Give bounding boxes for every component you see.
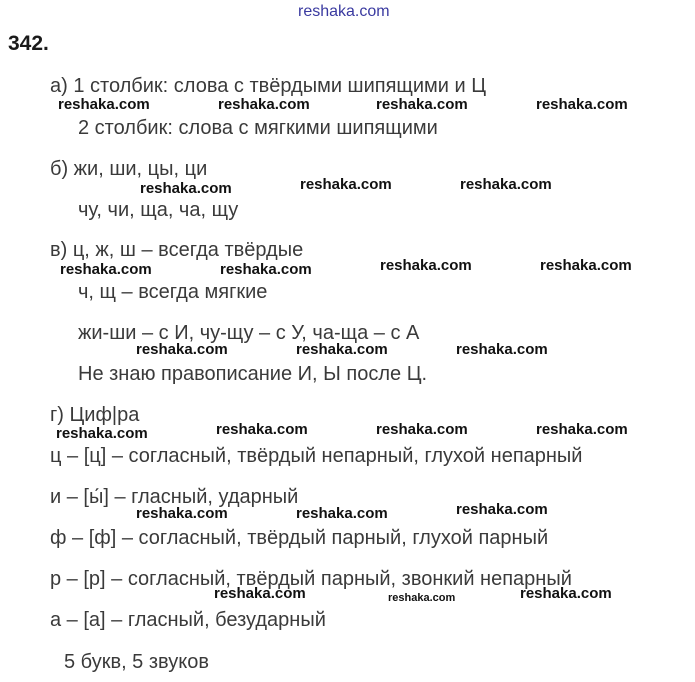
watermark: reshaka.com bbox=[136, 505, 228, 522]
watermark: reshaka.com bbox=[218, 96, 310, 113]
watermark: reshaka.com bbox=[536, 421, 628, 438]
watermark: reshaka.com bbox=[300, 176, 392, 193]
text-line-v4: Не знаю правописание И, Ы после Ц. bbox=[78, 363, 428, 385]
text-line-b1: б) жи, ши, цы, ци bbox=[50, 158, 208, 180]
watermark: reshaka.com bbox=[456, 341, 548, 358]
site-watermark: reshaka.com bbox=[298, 3, 390, 20]
text-line-g-title: г) Циф|ра bbox=[50, 404, 140, 426]
text-line-summary: 5 букв, 5 звуков bbox=[64, 651, 209, 673]
watermark: reshaka.com bbox=[536, 96, 628, 113]
text-line-a1: а) 1 столбик: слова с твёрдыми шипящими и Ц bbox=[50, 75, 487, 97]
watermark: reshaka.com bbox=[388, 592, 456, 604]
watermark: reshaka.com bbox=[456, 501, 548, 518]
watermark: reshaka.com bbox=[540, 257, 632, 274]
watermark: reshaka.com bbox=[58, 96, 150, 113]
watermark: reshaka.com bbox=[136, 341, 228, 358]
task-number: 342. bbox=[8, 32, 49, 55]
text-line-g-a: а – [а] – гласный, безударный bbox=[50, 609, 326, 631]
text-line-v3: жи-ши – с И, чу-щу – с У, ча-ща – с А bbox=[78, 322, 420, 344]
watermark: reshaka.com bbox=[296, 505, 388, 522]
watermark: reshaka.com bbox=[376, 421, 468, 438]
text-line-b2: чу, чи, ща, ча, щу bbox=[78, 199, 239, 221]
watermark: reshaka.com bbox=[220, 261, 312, 278]
text-line-a2: 2 столбик: слова с мягкими шипящими bbox=[78, 117, 438, 139]
watermark: reshaka.com bbox=[296, 341, 388, 358]
text-line-g-ts: ц – [ц] – согласный, твёрдый непарный, глухой непарный bbox=[50, 445, 583, 467]
watermark: reshaka.com bbox=[520, 585, 612, 602]
watermark: reshaka.com bbox=[216, 421, 308, 438]
text-line-v2: ч, щ – всегда мягкие bbox=[78, 281, 268, 303]
watermark: reshaka.com bbox=[140, 180, 232, 197]
watermark: reshaka.com bbox=[214, 585, 306, 602]
watermark: reshaka.com bbox=[376, 96, 468, 113]
watermark: reshaka.com bbox=[56, 425, 148, 442]
text-line-g-r: р – [р] – согласный, твёрдый парный, звонкий непарный bbox=[50, 568, 572, 590]
text-line-g-f: ф – [ф] – согласный, твёрдый парный, глухой парный bbox=[50, 527, 549, 549]
watermark: reshaka.com bbox=[380, 257, 472, 274]
watermark: reshaka.com bbox=[60, 261, 152, 278]
watermark: reshaka.com bbox=[460, 176, 552, 193]
text-line-v1: в) ц, ж, ш – всегда твёрдые bbox=[50, 239, 304, 261]
text-line-g-i: и – [ы́] – гласный, ударный bbox=[50, 486, 299, 508]
